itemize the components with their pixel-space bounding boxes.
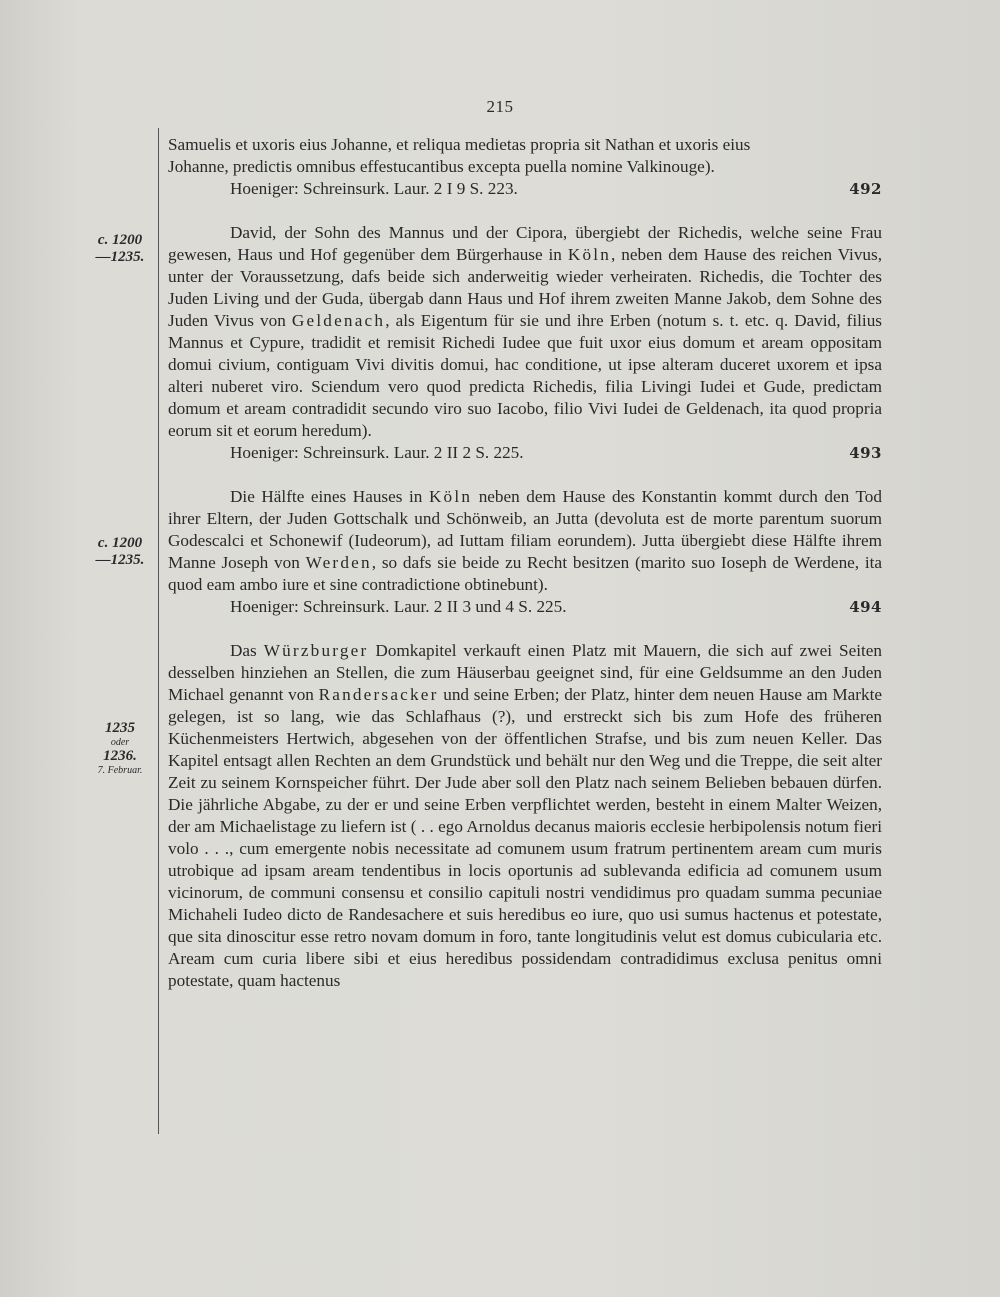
- margin-date-line: 1235: [105, 720, 135, 736]
- text-run: , neben dem Hause des reichen Vivus, unter der Voraussetzung, dafs beide sich anderweitig wieder verheiraten. Richedis, die Tochter des Juden Living und der Guda, übergab dann Haus und Hof ihrem zweiten Manne Jakob, dem Sohne des Juden Vivus von: [168, 245, 882, 330]
- entry-494-text: [168, 486, 882, 596]
- margin-date-494: [84, 535, 156, 569]
- entry-493-source-line: [168, 442, 882, 464]
- entry-493-number: 493: [849, 444, 882, 462]
- entry-gap: [168, 200, 882, 222]
- entry-gap: [168, 618, 882, 640]
- text-run: , so dafs sie beide zu Recht besitzen (marito suo Ioseph de Werdene, ita quod eam ambo iure et sine contradictione obtinebunt).: [168, 553, 883, 594]
- text-run: Das: [230, 641, 264, 660]
- text-run: Domkapitel verkauft einen Platz mit Mauern, die sich auf zwei Seiten desselben hinziehen an Stellen, die zum Häuserbau geeignet sind, für eine Geldsumme an den Juden Michael genannt von: [168, 641, 882, 704]
- margin-date-495: [84, 720, 156, 777]
- text-run: neben dem Hause des Konstantin kommt durch den Tod ihrer Eltern, der Juden Gottschalk und Schönweib, an Jutta (devoluta est de morte parentum suorum Godescalci et Schonewif (Iudeorum), ad Iuttam filiam eorundem). Jutta übergiebt diese Hälfte ihrem Manne Joseph von: [168, 487, 882, 572]
- margin-date-line: 1236.: [103, 748, 137, 764]
- entry-493-source: Hoeniger: Schreinsurk. Laur. 2 II 2 S. 225.: [230, 443, 524, 462]
- entry-495-text: [168, 640, 882, 992]
- place-name: Würzburger: [263, 641, 369, 660]
- entry-494-source-line: [168, 596, 882, 618]
- entry-494-source: Hoeniger: Schreinsurk. Laur. 2 II 3 und 4 S. 225.: [230, 597, 567, 616]
- entry-492-source-line: [168, 178, 882, 200]
- entry-494-number: 494: [849, 598, 882, 616]
- entry-492-line: Johanne, predictis omnibus effestucantibus excepta puella nomine Valkinouge).: [168, 157, 715, 176]
- entry-492-source: Hoeniger: Schreinsurk. Laur. 2 I 9 S. 223.: [230, 179, 518, 198]
- entry-493-text: [168, 222, 882, 442]
- place-name: Randersacker: [318, 685, 439, 704]
- entry-492-line: Samuelis et uxoris eius Johanne, et reliqua medietas propria sit Nathan et uxoris eius: [168, 135, 751, 154]
- margin-date-line: —1235.: [95, 249, 145, 265]
- margin-rule: [158, 128, 159, 1134]
- place-name: Werden: [305, 553, 372, 572]
- margin-date-line: c. 1200: [97, 535, 143, 551]
- margin-date-line: oder: [110, 737, 130, 748]
- place-name: Geldenach: [291, 311, 386, 330]
- text-run: Die Hälfte eines Hauses in: [230, 487, 429, 506]
- margin-date-493: [84, 232, 156, 266]
- place-name: Köln: [428, 487, 473, 506]
- margin-date-line: 7. Februar.: [97, 765, 143, 776]
- entry-gap: [168, 464, 882, 486]
- margin-date-line: —1235.: [95, 552, 145, 568]
- body-text: [168, 134, 882, 992]
- text-run: , als Eigentum für sie und ihre Erben (notum s. t. etc. q. David, filius Mannus et Cypure, tradidit et remisit Richedi Iudee que fuit uxor eius domum et aream oppositam domui civium, contiguam Vivi divitis domui, hac conditione, ut ipse alteram duceret uxorem et ipsa alteri nuberet viro. Sciendum vero quod predicta Richedis, filia Livingi Iudei et Gude, predictam domum et aream contradidit secundo viro suo Iacobo, filio Vivi Iudei de Geldenach, ita quod propria eorum sit et eorum heredum).: [168, 311, 882, 440]
- margin-date-line: c. 1200: [97, 232, 143, 248]
- place-name: Köln: [567, 245, 612, 264]
- text-run: und seine Erben; der Platz, hinter dem neuen Hause am Markte gelegen, ist so lang, wie das Schlafhaus (?), und erstreckt sich bis zum Hofe des früheren Küchenmeisters Hertwich, abgesehen von der öffentlichen Strafse, und bis zum neuen Keller. Das Kapitel entsagt allen Rechten an dem Grundstück und behält nur den Weg und die Treppe, die seit alter Zeit zu seinem Kornspeicher führt. Der Jude aber soll den Platz nach seinem Belieben bebauen dürfen. Die jährliche Abgabe, zu der er und seine Erben verpflichtet werden, besteht in einem Malter Weizen, der am Michaelistage zu liefern ist ( . . ego Arnoldus decanus maioris ecclesie herbipolensis notum fieri volo . . ., cum emergente nobis necessitate ad comunem usum fratrum pertinentem aream cum muris utrobique ad ipsam aream tendentibus in locis oportunis ad sublevanda edificia ad comunem usum vicinorum, de communi consensu et consilio capituli nostri vendidimus pro quadam summa pecuniae Michaheli Iudeo dicto de Randesachere et suis heredibus eo iure, quo usi sumus hactenus et potestate, que sita dinoscitur esse retro novam domum in foro, tante longitudinis velut est domus cubicularia etc. Aream cum curia libere sibi et eius heredibus possidendam contradidimus exclusa penitus omni potestate, quam hactenus: [168, 685, 882, 990]
- text-run: David, der Sohn des Mannus und der Cipora, übergiebt der Richedis, welche seine Frau gewesen, Haus und Hof gegenüber dem Bürgerhause in: [168, 223, 882, 264]
- page-number: 215: [486, 97, 514, 116]
- entry-492-number: 492: [849, 180, 882, 198]
